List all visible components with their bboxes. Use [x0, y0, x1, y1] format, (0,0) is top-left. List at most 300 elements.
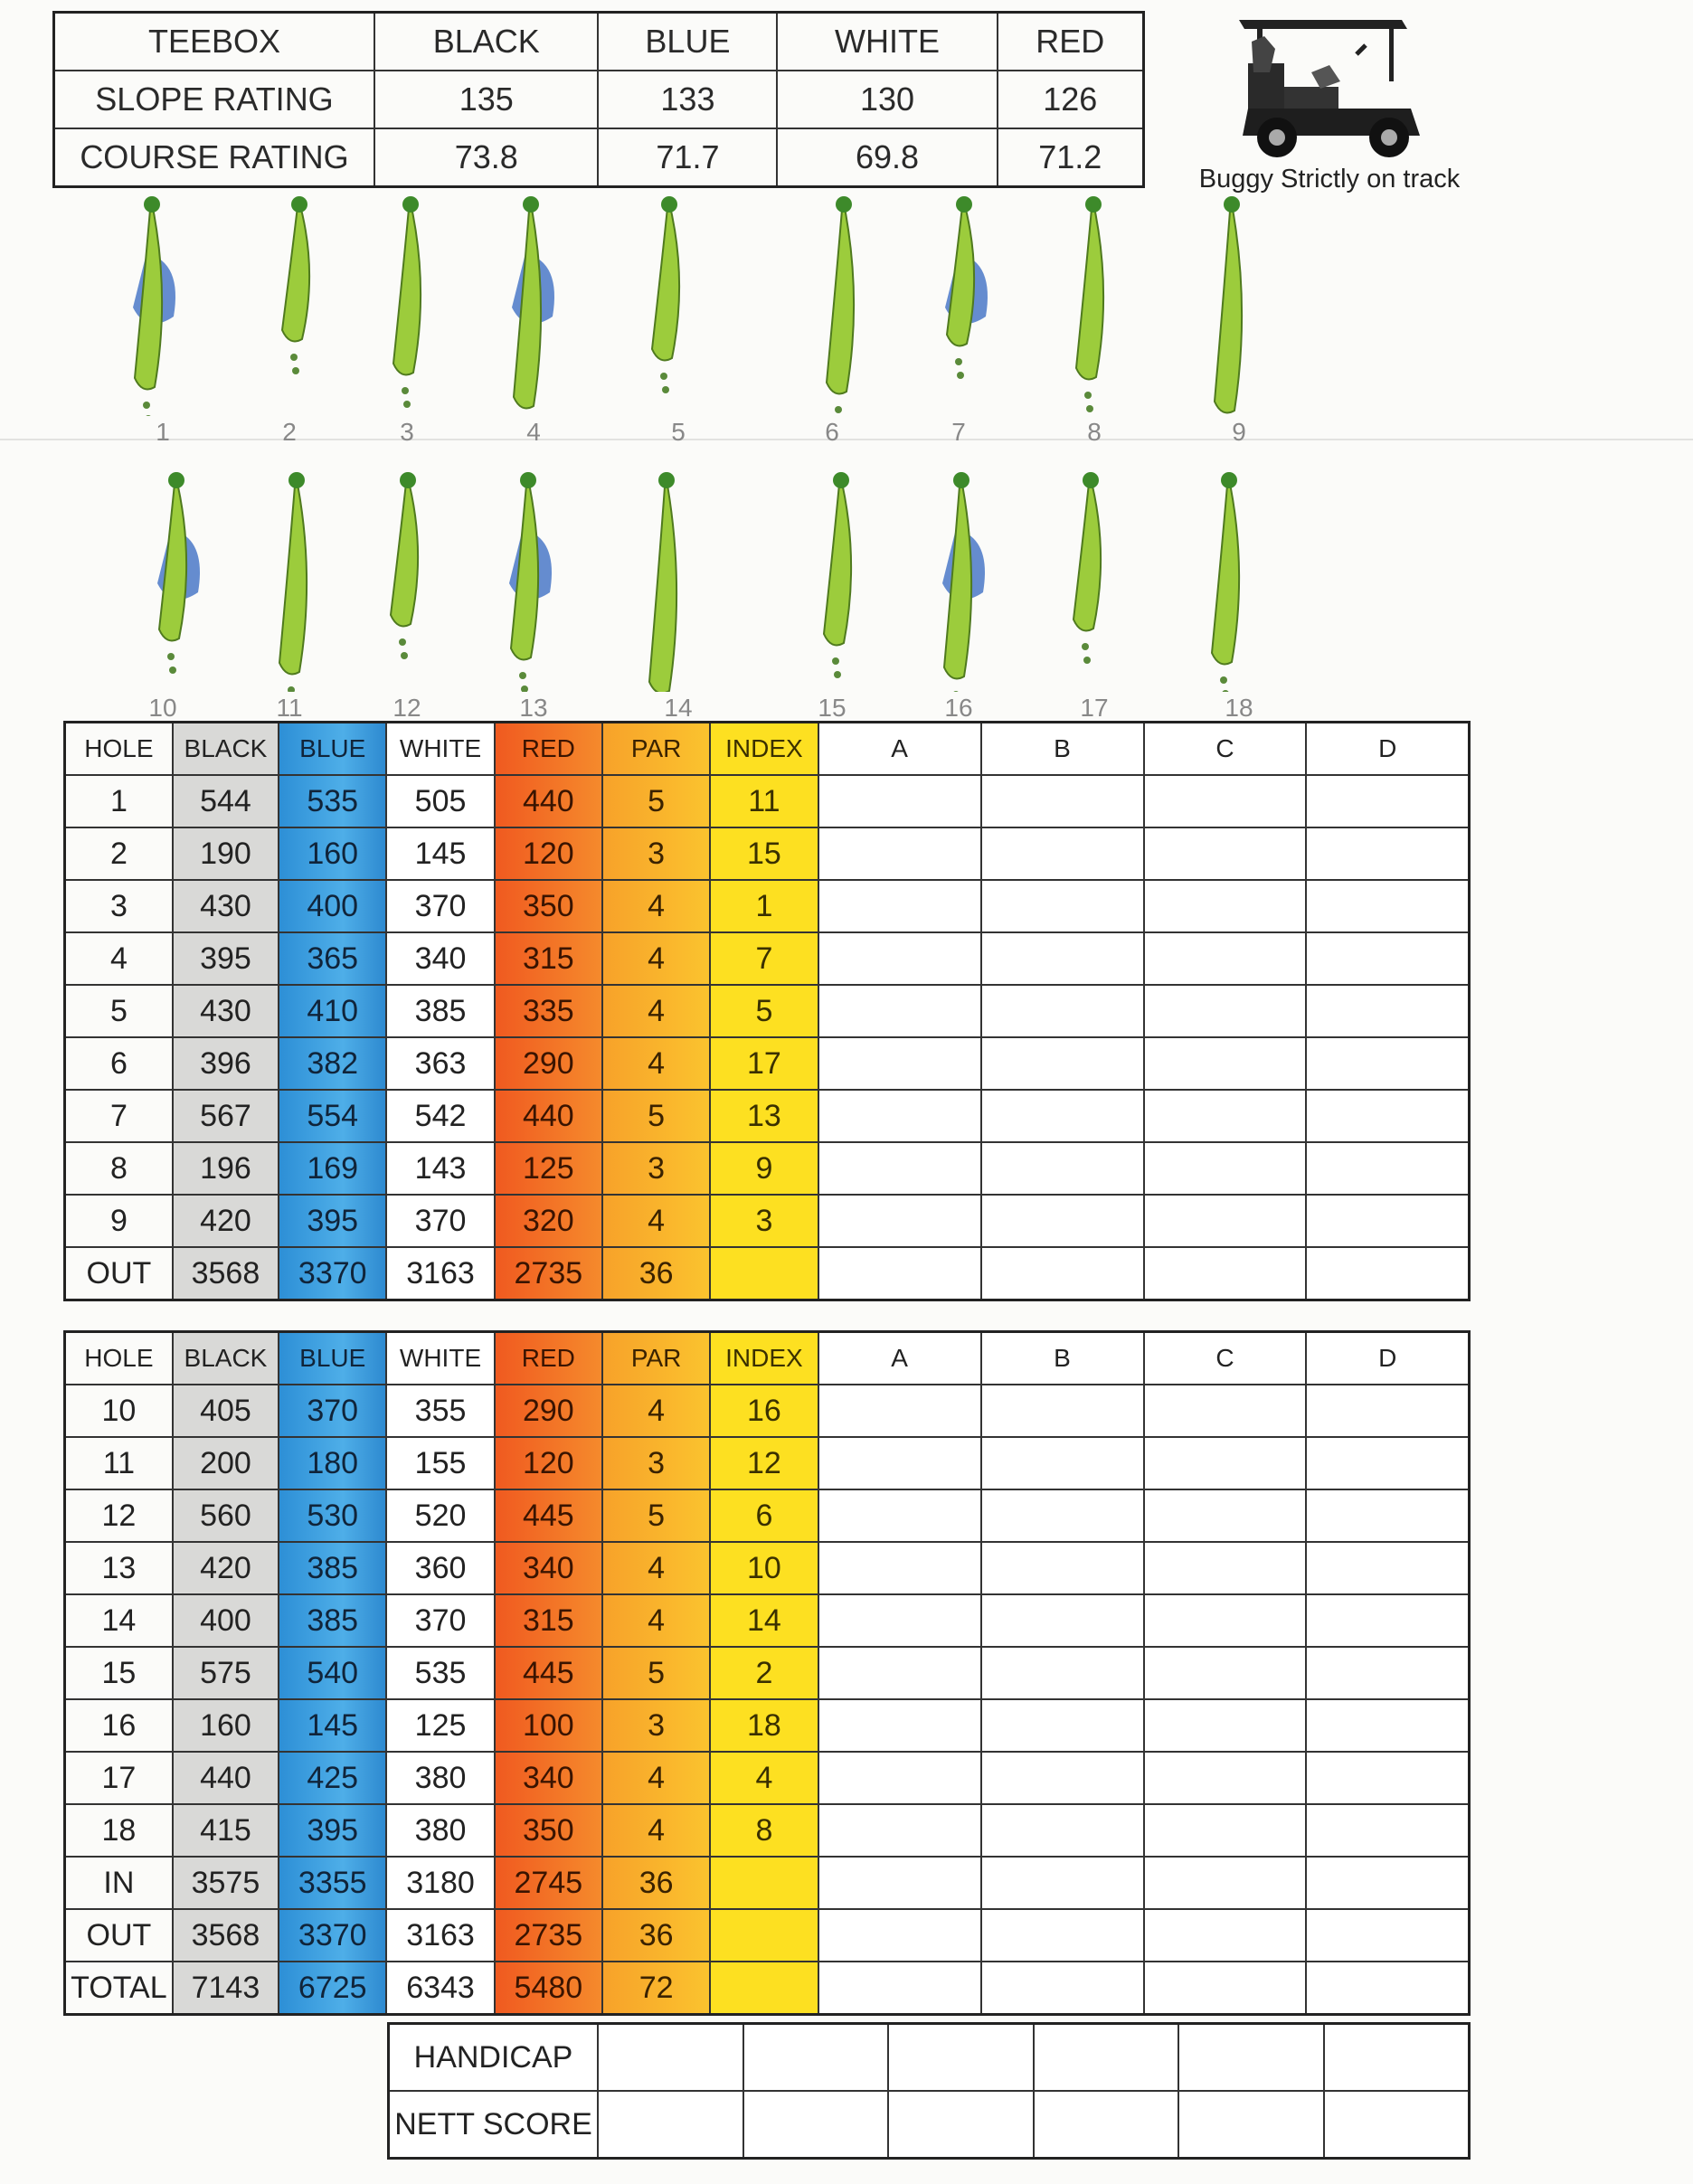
score-c-cell[interactable] — [1144, 1594, 1307, 1647]
hole-map-icon — [231, 457, 348, 692]
hole-cell: 5 — [65, 985, 173, 1037]
score-b-cell[interactable] — [981, 932, 1144, 985]
hole-map — [104, 457, 222, 722]
white-cell: 355 — [386, 1385, 494, 1437]
black-cell: 430 — [173, 880, 279, 932]
red-cell: 445 — [495, 1647, 602, 1699]
hole-map — [1180, 457, 1298, 722]
par-cell: 4 — [602, 932, 710, 985]
blue-cell: 530 — [279, 1489, 386, 1542]
black-cell: 3575 — [173, 1857, 279, 1909]
par-cell: 3 — [602, 1142, 710, 1195]
score-b-cell[interactable] — [981, 1699, 1144, 1752]
hole-cell: 2 — [65, 827, 173, 880]
hole-header: HOLE — [65, 723, 173, 776]
hole-row — [65, 985, 1470, 1037]
score-a-cell[interactable] — [818, 932, 981, 985]
red-cell: 315 — [495, 932, 602, 985]
handicap-cell[interactable] — [598, 2024, 743, 2092]
hole-number: 1 — [156, 418, 170, 446]
red-cell: 445 — [495, 1489, 602, 1542]
hole-number: 14 — [664, 694, 693, 722]
score-c-cell[interactable] — [1144, 1647, 1307, 1699]
hole-cell: 3 — [65, 880, 173, 932]
course-blue: 71.7 — [598, 128, 777, 187]
score-d-cell[interactable] — [1306, 775, 1469, 827]
red-cell: 2735 — [495, 1247, 602, 1300]
score-d-cell[interactable] — [1306, 1909, 1469, 1962]
buggy-notice — [1194, 9, 1465, 194]
hole-map-icon — [1180, 457, 1298, 692]
score-a-cell[interactable] — [818, 775, 981, 827]
par-cell: 5 — [602, 775, 710, 827]
hole-row — [65, 1437, 1470, 1489]
blue-cell: 400 — [279, 880, 386, 932]
slope-red: 126 — [998, 71, 1144, 128]
blue-cell: 425 — [279, 1752, 386, 1804]
index-header: INDEX — [710, 723, 818, 776]
index-cell: 3 — [710, 1195, 818, 1247]
score-d-cell[interactable] — [1306, 827, 1469, 880]
score-b-cell[interactable] — [981, 827, 1144, 880]
score-c-cell[interactable] — [1144, 1962, 1307, 2015]
hole-row — [65, 1962, 1470, 2015]
white-cell: 505 — [386, 775, 494, 827]
nett-score-cell[interactable] — [888, 2091, 1034, 2159]
hole-map-icon — [620, 457, 737, 692]
score-c-cell[interactable] — [1144, 1752, 1307, 1804]
blue-cell: 180 — [279, 1437, 386, 1489]
blue-cell: 540 — [279, 1647, 386, 1699]
hole-row — [65, 1037, 1470, 1090]
par-cell: 5 — [602, 1489, 710, 1542]
hole-number: 11 — [276, 694, 303, 722]
score-a-cell[interactable] — [818, 1804, 981, 1857]
blue-cell: 535 — [279, 775, 386, 827]
red-cell: 125 — [495, 1142, 602, 1195]
black-cell: 190 — [173, 827, 279, 880]
hole-map — [1036, 457, 1153, 722]
hole-cell: 4 — [65, 932, 173, 985]
nett-score-row — [389, 2091, 1470, 2159]
white-cell: 370 — [386, 1594, 494, 1647]
score-a-cell[interactable] — [818, 1699, 981, 1752]
hole-row — [65, 775, 1470, 827]
par-cell: 4 — [602, 1804, 710, 1857]
par-cell: 72 — [602, 1962, 710, 2015]
score-c-cell[interactable] — [1144, 827, 1307, 880]
hole-cell: 7 — [65, 1090, 173, 1142]
score-c-cell[interactable] — [1144, 1247, 1307, 1300]
score-d-cell[interactable] — [1306, 1090, 1469, 1142]
red-cell: 440 — [495, 1090, 602, 1142]
hole-row — [65, 1647, 1470, 1699]
score-a-cell[interactable] — [818, 1542, 981, 1594]
red-cell: 120 — [495, 827, 602, 880]
score-b-cell[interactable] — [981, 1195, 1144, 1247]
hole-cell: 9 — [65, 1195, 173, 1247]
hole-number: 3 — [400, 418, 414, 446]
red-header: RED — [495, 1332, 602, 1385]
par-cell: 36 — [602, 1909, 710, 1962]
index-cell: 6 — [710, 1489, 818, 1542]
score-d-cell[interactable] — [1306, 985, 1469, 1037]
score-d-cell[interactable] — [1306, 1247, 1469, 1300]
hole-cell: 15 — [65, 1647, 173, 1699]
hole-map-icon — [620, 181, 737, 416]
hole-row — [65, 1594, 1470, 1647]
hole-map-icon — [104, 457, 222, 692]
red-cell: 315 — [495, 1594, 602, 1647]
handicap-cell[interactable] — [1324, 2024, 1470, 2092]
hole-number: 8 — [1087, 418, 1102, 446]
hole-cell: 18 — [65, 1804, 173, 1857]
hole-map-icon — [475, 457, 592, 692]
hole-cell: 14 — [65, 1594, 173, 1647]
front-nine-table — [63, 721, 1471, 1301]
hole-row — [65, 932, 1470, 985]
score-d-cell[interactable] — [1306, 1752, 1469, 1804]
score-c-cell[interactable] — [1144, 1699, 1307, 1752]
score-a-cell[interactable] — [818, 1090, 981, 1142]
slope-rating-row — [54, 71, 1144, 128]
white-cell: 380 — [386, 1752, 494, 1804]
golf-cart-icon — [1221, 9, 1438, 163]
score-a-cell[interactable] — [818, 1037, 981, 1090]
red-cell: 120 — [495, 1437, 602, 1489]
hole-cell: OUT — [65, 1247, 173, 1300]
score-a-cell[interactable] — [818, 1489, 981, 1542]
course-white: 69.8 — [777, 128, 997, 187]
score-b-cell[interactable] — [981, 1489, 1144, 1542]
hole-row — [65, 1804, 1470, 1857]
hole-number: 6 — [825, 418, 839, 446]
red-cell: 2735 — [495, 1909, 602, 1962]
hole-map — [348, 181, 466, 446]
red-header: RED — [495, 723, 602, 776]
score-a-cell[interactable] — [818, 1857, 981, 1909]
handicap-cell[interactable] — [1178, 2024, 1324, 2092]
hole-map-icon — [348, 181, 466, 416]
index-cell: 16 — [710, 1385, 818, 1437]
blue-cell: 3355 — [279, 1857, 386, 1909]
score-d-cell[interactable] — [1306, 1594, 1469, 1647]
slope-blue: 133 — [598, 71, 777, 128]
white-cell: 370 — [386, 880, 494, 932]
score-a-cell[interactable] — [818, 1437, 981, 1489]
red-cell: 2745 — [495, 1857, 602, 1909]
score-b-cell[interactable] — [981, 1962, 1144, 2015]
white-cell: 125 — [386, 1699, 494, 1752]
hole-cell: 17 — [65, 1752, 173, 1804]
hole-map-icon — [773, 181, 891, 416]
score-d-cell[interactable] — [1306, 1142, 1469, 1195]
score-d-cell[interactable] — [1306, 1195, 1469, 1247]
par-cell: 5 — [602, 1647, 710, 1699]
black-cell: 3568 — [173, 1247, 279, 1300]
index-cell: 2 — [710, 1647, 818, 1699]
teebox-header: TEEBOX — [54, 13, 375, 71]
nett-score-cell[interactable] — [1034, 2091, 1179, 2159]
score-d-cell[interactable] — [1306, 1489, 1469, 1542]
score-b-cell[interactable] — [981, 985, 1144, 1037]
blue-cell: 395 — [279, 1195, 386, 1247]
hole-map — [773, 181, 891, 446]
par-cell: 36 — [602, 1247, 710, 1300]
score-b-cell[interactable] — [981, 1594, 1144, 1647]
hole-map — [900, 457, 1017, 722]
white-cell: 535 — [386, 1647, 494, 1699]
score-c-cell[interactable] — [1144, 1037, 1307, 1090]
index-cell — [710, 1247, 818, 1300]
score-b-cell[interactable] — [981, 1647, 1144, 1699]
red-cell: 100 — [495, 1699, 602, 1752]
white-cell: 3163 — [386, 1247, 494, 1300]
blue-cell: 382 — [279, 1037, 386, 1090]
black-cell: 395 — [173, 932, 279, 985]
white-cell: 360 — [386, 1542, 494, 1594]
handicap-cell[interactable] — [888, 2024, 1034, 2092]
hole-number: 16 — [944, 694, 973, 722]
white-cell: 145 — [386, 827, 494, 880]
score-a-cell[interactable] — [818, 1647, 981, 1699]
score-a-cell[interactable] — [818, 1195, 981, 1247]
black-cell: 400 — [173, 1594, 279, 1647]
blue-cell: 370 — [279, 1385, 386, 1437]
hole-number: 12 — [393, 694, 421, 722]
blue-cell: 3370 — [279, 1909, 386, 1962]
black-cell: 567 — [173, 1090, 279, 1142]
index-cell: 4 — [710, 1752, 818, 1804]
blue-cell: 160 — [279, 827, 386, 880]
score-c-cell[interactable] — [1144, 1385, 1307, 1437]
score-a-cell[interactable] — [818, 1142, 981, 1195]
hole-row — [65, 1385, 1470, 1437]
score-a-cell[interactable] — [818, 1385, 981, 1437]
score-c-cell[interactable] — [1144, 1542, 1307, 1594]
hole-cell: 6 — [65, 1037, 173, 1090]
ratings-header-row — [54, 13, 1144, 71]
hole-map-icon — [1036, 181, 1153, 416]
hole-cell: IN — [65, 1857, 173, 1909]
blue-cell: 145 — [279, 1699, 386, 1752]
hole-map-icon — [900, 457, 1017, 692]
black-cell: 396 — [173, 1037, 279, 1090]
par-cell: 36 — [602, 1857, 710, 1909]
par-cell: 4 — [602, 1594, 710, 1647]
score-c-cell[interactable] — [1144, 880, 1307, 932]
score-d-cell[interactable] — [1306, 1804, 1469, 1857]
white-header: WHITE — [777, 13, 997, 71]
hole-map-icon — [104, 181, 222, 416]
white-cell: 520 — [386, 1489, 494, 1542]
hole-map-icon — [348, 457, 466, 692]
blue-cell: 554 — [279, 1090, 386, 1142]
nett-score-cell[interactable] — [598, 2091, 743, 2159]
hole-number: 15 — [818, 694, 846, 722]
score-a-cell[interactable] — [818, 1909, 981, 1962]
score-b-cell[interactable] — [981, 775, 1144, 827]
white-cell: 363 — [386, 1037, 494, 1090]
score-b-cell[interactable] — [981, 880, 1144, 932]
black-cell: 575 — [173, 1647, 279, 1699]
black-cell: 430 — [173, 985, 279, 1037]
white-cell: 385 — [386, 985, 494, 1037]
hole-row — [65, 1195, 1470, 1247]
black-cell: 160 — [173, 1699, 279, 1752]
red-cell: 440 — [495, 775, 602, 827]
par-cell: 4 — [602, 1037, 710, 1090]
black-cell: 200 — [173, 1437, 279, 1489]
index-cell: 7 — [710, 932, 818, 985]
score-c-cell[interactable] — [1144, 932, 1307, 985]
hole-map — [620, 181, 737, 446]
hole-map-icon — [1180, 181, 1298, 416]
score-d-cell[interactable] — [1306, 1699, 1469, 1752]
score-a-cell[interactable] — [818, 985, 981, 1037]
blue-cell: 410 — [279, 985, 386, 1037]
hole-row — [65, 1090, 1470, 1142]
score-c-cell[interactable] — [1144, 985, 1307, 1037]
red-cell: 350 — [495, 1804, 602, 1857]
hole-map-icon — [475, 181, 592, 416]
score-c-cell[interactable] — [1144, 1090, 1307, 1142]
score-a-cell[interactable] — [818, 1962, 981, 2015]
course-rating-row — [54, 128, 1144, 187]
hole-number: 10 — [148, 694, 177, 722]
score-d-cell[interactable] — [1306, 1857, 1469, 1909]
score-c-cell[interactable] — [1144, 1437, 1307, 1489]
header-row — [65, 1332, 1470, 1385]
hole-map-icon — [231, 181, 348, 416]
hole-map — [231, 181, 348, 446]
handicap-cell[interactable] — [1034, 2024, 1179, 2092]
nett-score-cell[interactable] — [1178, 2091, 1324, 2159]
score-d-cell[interactable] — [1306, 1037, 1469, 1090]
hole-row — [65, 1699, 1470, 1752]
index-cell: 15 — [710, 827, 818, 880]
hole-map — [1180, 181, 1298, 446]
black-cell: 196 — [173, 1142, 279, 1195]
white-cell: 542 — [386, 1090, 494, 1142]
index-cell: 1 — [710, 880, 818, 932]
black-cell: 415 — [173, 1804, 279, 1857]
nett-score-cell[interactable] — [743, 2091, 889, 2159]
score-d-cell[interactable] — [1306, 1962, 1469, 2015]
score-c-cell[interactable] — [1144, 775, 1307, 827]
hole-map-icon — [1036, 457, 1153, 692]
handicap-cell[interactable] — [743, 2024, 889, 2092]
score-b-cell[interactable] — [981, 1385, 1144, 1437]
score-c-cell[interactable] — [1144, 1909, 1307, 1962]
blue-cell: 365 — [279, 932, 386, 985]
black-cell: 3568 — [173, 1909, 279, 1962]
score-b-header: B — [981, 1332, 1144, 1385]
red-cell: 335 — [495, 985, 602, 1037]
score-b-cell[interactable] — [981, 1857, 1144, 1909]
score-d-cell[interactable] — [1306, 1385, 1469, 1437]
score-a-cell[interactable] — [818, 880, 981, 932]
index-cell: 5 — [710, 985, 818, 1037]
score-d-cell[interactable] — [1306, 880, 1469, 932]
hole-number: 9 — [1232, 418, 1246, 446]
score-c-cell[interactable] — [1144, 1489, 1307, 1542]
score-a-cell[interactable] — [818, 827, 981, 880]
hole-row — [65, 1857, 1470, 1909]
score-d-cell[interactable] — [1306, 1542, 1469, 1594]
par-cell: 5 — [602, 1090, 710, 1142]
score-d-header: D — [1306, 1332, 1469, 1385]
hole-map-icon — [773, 457, 891, 692]
score-b-cell[interactable] — [981, 1142, 1144, 1195]
hole-number: 4 — [526, 418, 541, 446]
white-cell: 340 — [386, 932, 494, 985]
hole-map — [475, 181, 592, 446]
white-cell: 3163 — [386, 1909, 494, 1962]
back-nine-table — [63, 1330, 1471, 2016]
score-b-cell[interactable] — [981, 1437, 1144, 1489]
score-b-cell[interactable] — [981, 1037, 1144, 1090]
hole-cell: 8 — [65, 1142, 173, 1195]
hole-number: 7 — [951, 418, 966, 446]
handicap-row — [389, 2024, 1470, 2092]
score-c-cell[interactable] — [1144, 1142, 1307, 1195]
red-cell: 5480 — [495, 1962, 602, 2015]
red-header: RED — [998, 13, 1144, 71]
hole-number: 2 — [282, 418, 297, 446]
par-cell: 3 — [602, 827, 710, 880]
score-c-cell[interactable] — [1144, 1195, 1307, 1247]
score-b-cell[interactable] — [981, 1247, 1144, 1300]
index-header: INDEX — [710, 1332, 818, 1385]
score-d-cell[interactable] — [1306, 1437, 1469, 1489]
hole-row — [65, 1247, 1470, 1300]
score-b-cell[interactable] — [981, 1909, 1144, 1962]
score-a-cell[interactable] — [818, 1594, 981, 1647]
index-cell — [710, 1857, 818, 1909]
white-header: WHITE — [386, 723, 494, 776]
red-cell: 340 — [495, 1542, 602, 1594]
score-a-cell[interactable] — [818, 1247, 981, 1300]
score-a-cell[interactable] — [818, 1752, 981, 1804]
score-b-cell[interactable] — [981, 1804, 1144, 1857]
slope-black: 135 — [374, 71, 598, 128]
index-cell: 12 — [710, 1437, 818, 1489]
score-b-cell[interactable] — [981, 1090, 1144, 1142]
nett-score-cell[interactable] — [1324, 2091, 1470, 2159]
hole-row — [65, 1142, 1470, 1195]
score-c-cell[interactable] — [1144, 1857, 1307, 1909]
hole-cell: 13 — [65, 1542, 173, 1594]
hole-map — [620, 457, 737, 722]
white-cell: 143 — [386, 1142, 494, 1195]
blue-cell: 3370 — [279, 1247, 386, 1300]
course-red: 71.2 — [998, 128, 1144, 187]
header-row — [65, 723, 1470, 776]
score-d-cell[interactable] — [1306, 932, 1469, 985]
hole-row — [65, 1909, 1470, 1962]
black-header: BLACK — [374, 13, 598, 71]
hole-map — [104, 181, 222, 446]
hole-map-icon — [900, 181, 1017, 416]
hole-map — [900, 181, 1017, 446]
score-b-cell[interactable] — [981, 1752, 1144, 1804]
ratings-table — [52, 11, 1145, 188]
hole-map — [231, 457, 348, 722]
score-b-cell[interactable] — [981, 1542, 1144, 1594]
score-c-cell[interactable] — [1144, 1804, 1307, 1857]
score-d-cell[interactable] — [1306, 1647, 1469, 1699]
